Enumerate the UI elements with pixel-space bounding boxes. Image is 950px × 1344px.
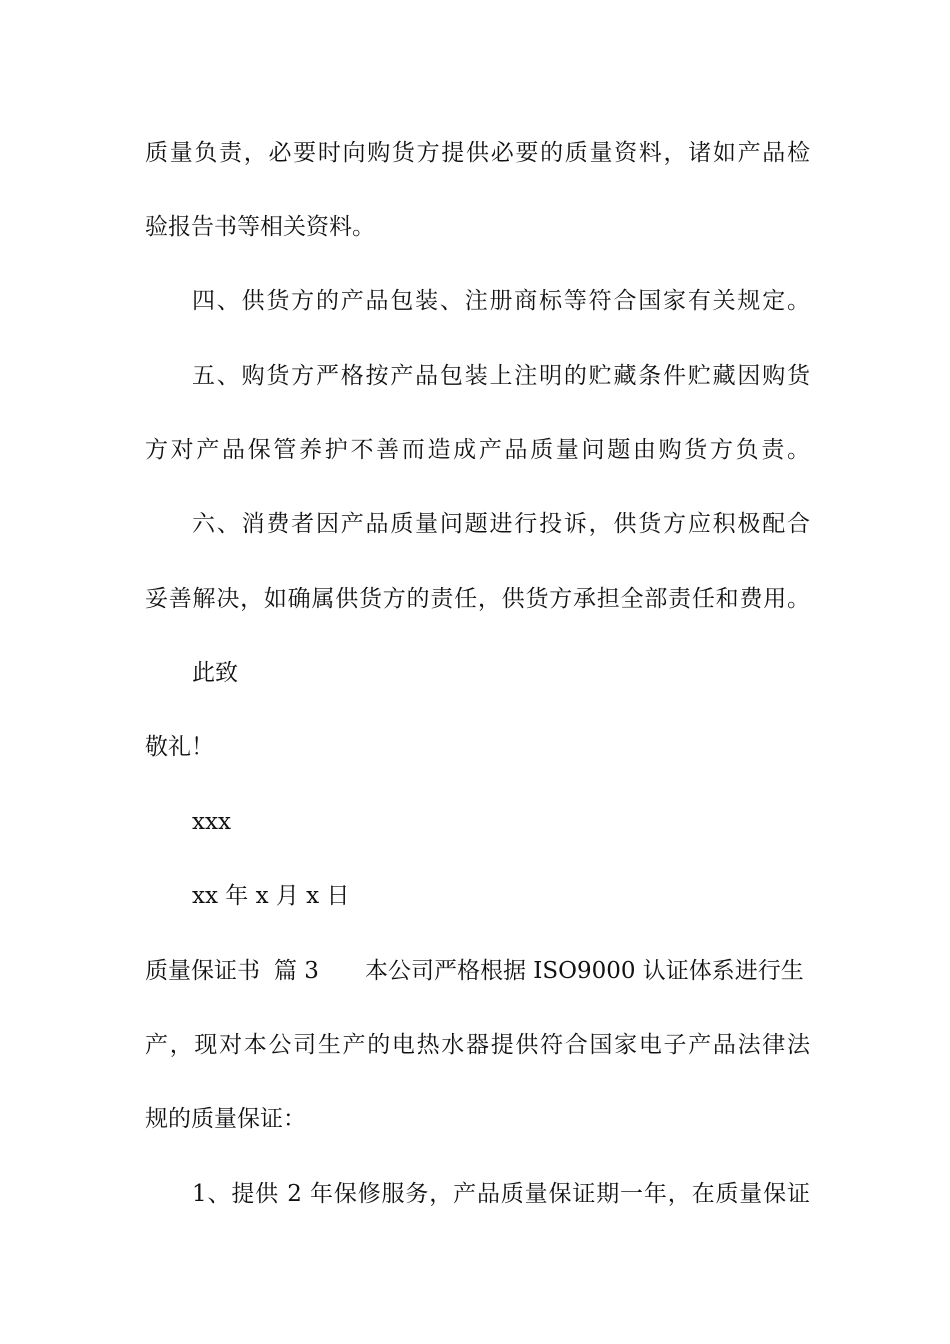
section-title: 质量保证书 <box>145 958 260 984</box>
paragraph-item-5: 五、购货方严格按产品包装上注明的贮藏条件贮藏因购货 <box>192 363 810 389</box>
paragraph-line: 验报告书等相关资料。 <box>145 214 375 240</box>
paragraph-line: 妥善解决，如确属供货方的责任，供货方承担全部责任和费用。 <box>145 586 810 612</box>
paragraph-item-1: 1、提供 2 年保修服务，产品质量保证期一年，在质量保证 <box>192 1181 810 1207</box>
paragraph-item-4: 四、供货方的产品包装、注册商标等符合国家有关规定。 <box>192 288 810 314</box>
paragraph-item-6: 六、消费者因产品质量问题进行投诉，供货方应积极配合 <box>192 511 810 537</box>
paragraph-line: 质量负责，必要时向购货方提供必要的质量资料，诸如产品检 <box>145 140 810 166</box>
signature-date: xx 年 x 月 x 日 <box>192 883 350 909</box>
paragraph-line: 产，现对本公司生产的电热水器提供符合国家电子产品法律法 <box>145 1032 810 1058</box>
closing-regards: 敬礼！ <box>145 734 214 760</box>
closing-salutation: 此致 <box>192 660 238 686</box>
section-heading <box>145 951 810 991</box>
section-part: 篇 3 <box>274 958 319 984</box>
paragraph-line: 方对产品保管养护不善而造成产品质量问题由购货方负责。 <box>145 437 810 463</box>
paragraph-line: 规的质量保证： <box>145 1106 306 1132</box>
section-first-line: 本公司严格根据 ISO9000 认证体系进行生 <box>364 958 804 984</box>
signature-name: xxx <box>192 809 231 835</box>
